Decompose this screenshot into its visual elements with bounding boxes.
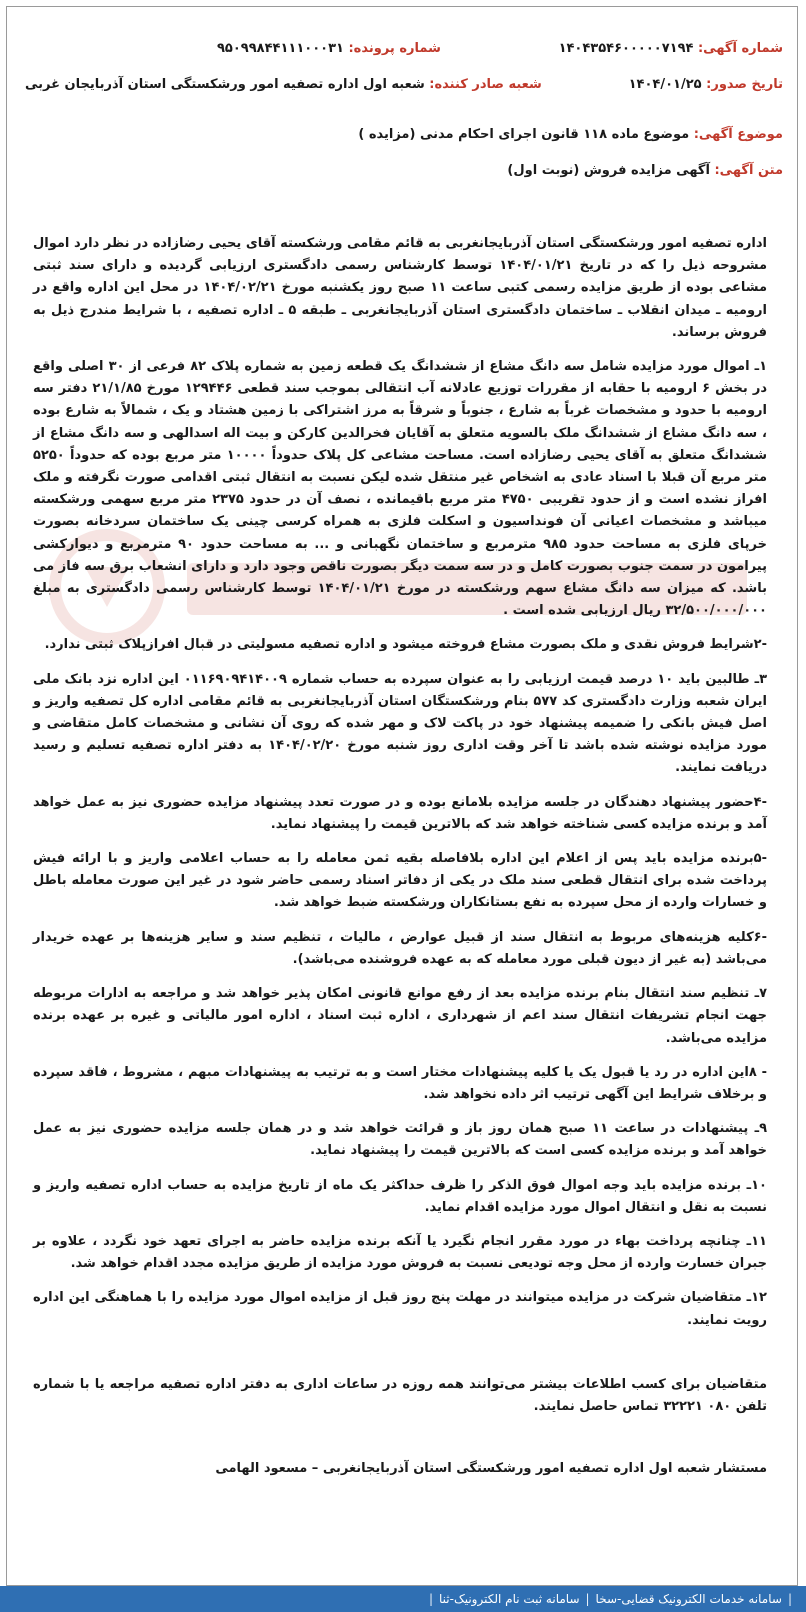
footer-link-sakha[interactable]: سامانه خدمات الکترونیک قضایی-سخا (595, 1592, 782, 1606)
footer-link-sana[interactable]: سامانه ثبت نام الکترونیک-ثنا (439, 1592, 580, 1606)
body-item-5: -۵برنده مزایده باید پس از اعلام این اداره بلافاصله بقیه ثمن معامله را به حساب اعلامی واریز و با ارائه فیش پرداخت شده برای انتقال قطعی سند ملک در یکی از دفاتر اسناد رسمی حاضر شود در غیر این صورت معامله باطل و خسارات وارده از محل سپرده به نفع بستانکاران ورشکسته ضبط خواهد شد. (33, 851, 767, 911)
body-item-11: ۱۱ـ چنانچه پرداخت بهاء در مورد مقرر انجام نگیرد یا آنکه برنده مزایده حاضر به اجرای تعهد خود نگردد ، علاوه بر جبران خسارت وارده از محل وجه تودیعی نسبت به فروش مورد مزایده از طریق مزایده مجدد اقدام خواهد شد. (33, 1233, 767, 1272)
file-number (217, 41, 441, 56)
footer-bar (0, 1586, 806, 1612)
notice-number-value: ۱۴۰۴۳۵۴۶۰۰۰۰۰۷۱۹۴ (558, 41, 694, 56)
body-item-4: -۴حضور پیشنهاد دهندگان در جلسه مزایده بلامانع بوده و در صورت تعدد پیشنهاد مزایده حضوری نیز به عمل خواهد آمد و برنده مزایده کسی شناخته خواهد شد که بالاترین قیمت را پیشنهاد نماید. (33, 794, 767, 832)
body-item-9: ۹ـ پیشنهادات در ساعت ۱۱ صبح همان روز باز و قرائت خواهد شد و در همان جلسه مزایده حضوری نیز به عمل خواهد آمد و برنده مزایده کسی است که بالاترین قیمت را پیشنهاد نماید. (33, 1121, 767, 1159)
body-item-2: -۲شرایط فروش نقدی و ملک بصورت مشاع فروخته میشود و اداره تصفیه مسولیتی در قبال افرازپلاک ثبتی ندارد. (44, 637, 767, 653)
issue-date (629, 77, 783, 92)
footer-separator: | (585, 1592, 590, 1606)
body-signature: مستشار شعبه اول اداره تصفیه امور ورشکستگی استان آذربایجانغربی – مسعود الهامی (215, 1461, 767, 1477)
notice-frame (6, 6, 798, 1586)
footer-separator: | (787, 1592, 792, 1606)
issuing-branch (25, 77, 542, 92)
body-item-10: ۱۰ـ برنده مزایده باید وجه اموال فوق الذکر را ظرف حداکثر یک ماه از تاریخ مزایده به حساب اداره تصفیه واریز و نسبت به نقل و انتقال اموال مورد مزایده اقدام نماید. (33, 1177, 767, 1215)
notice-body (33, 233, 767, 1492)
footer-separator: | (428, 1592, 434, 1606)
body-contact: متقاضیان برای کسب اطلاعات بیشتر می‌توانند همه روزه در ساعات اداری به دفتر اداره تصفیه مراجعه یا با شماره تلفن ۰۸۰ ۳۲۲۲۱ تماس حاصل نمایند. (33, 1376, 767, 1414)
notice-text-title (507, 163, 783, 178)
body-intro: اداره تصفیه امور ورشکستگی استان آذربایجانغربی به قائم مقامی ورشکسته آقای یحیی رضازاده در نظر دارد اموال مشروحه ذیل را که در تاریخ ۱۴۰۴/۰۱/۲۱ توسط کارشناس رسمی دادگستری ارزیابی گردیده و دارای سند ثبتی مشاعی بوده از طریق مزایده رسمی کتبی ساعت ۱۱ صبح روز یکشنبه مورخ ۱۴۰۴/۰۲/۲۱ در محل این اداره واقع در ارومیه ـ میدان انقلاب ـ ساختمان دادگستری استان آذربایجانغربی ـ طبقه ۵ ـ اداره تصفیه ، با شرایط مندرج ذیل به فروش برساند. (33, 236, 768, 340)
notice-number-label: شماره آگهی: (697, 41, 783, 56)
issue-date-label: تاریخ صدور: (706, 77, 783, 92)
subject-label: موضوع آگهی: (693, 127, 783, 142)
body-item-12: ۱۲ـ متقاضیان شرکت در مزایده میتوانند در مهلت پنج روز قبل از مزایده اموال مورد مزایده را با هماهنگی این اداره رویت نمایند. (33, 1290, 767, 1328)
text-title-value: آگهی مزایده فروش (نوبت اول) (507, 163, 710, 178)
body-item-1: ۱ـ اموال مورد مزایده شامل سه دانگ مشاع از ششدانگ یک قطعه زمین به شماره پلاک ۸۲ فرعی از ۳۰ اصلی واقع در بخش ۶ ارومیه با حقابه از مقررات توزیع عادلانه آب انتقالی بموجب سند قطعی ۱۲۹۴۴۶ مورخ ۲۱/۱/۸۵ دفتر سه ارومیه با حدود و مشخصات غرباً به شارع ، جنوباً و شرقاً به مرز اشتراکی با زمین هشتاد و یک ، شمالاً به شارع بوده ، سه دانگ مشاع از ششدانگ ملک بالسویه متعلق به آقایان فخرالدین کارکن و بیت اله اسدالهی و سه دانگ مشاع از ششدانگ متعلق به آقای یحیی رضازاده است. مساحت مشاعی کل پلاک حدوداً ۱۰۰۰۰ متر مربع بوده که حدوداً ۵۲۵۰ متر مربع آن قبلا با اسناد عادی به اشخاص غیر منتقل شده لیکن نسبت به انتقال ثبتی اقدامی صورت نگرفته و ملک افراز نشده است و از حدود تقریبی ۴۷۵۰ متر مربع باقیمانده ، نصف آن در حدود ۲۳۷۵ متر مربع سهمی ورشکسته میباشد و مشخصات اعیانی آن فونداسیون و اسکلت فلزی به همراه کرسی چینی یک ساختمان سردخانه بصورت خرپای فلزی به مساحت حدود ۹۸۵ مترمربع و ساختمان نگهبانی و ... به مساحت حدود ۹۰ مترمربع و دیوارکشی پیرامون در سمت جنوب بصورت کامل و در سه سمت دیگر بصورت ناقص وجود دارد و دارای انشعاب برق سه فاز می باشد. که میزان سه دانگ مشاع سهم ورشکسته در مورخ ۱۴۰۴/۰۱/۲۱ توسط کارشناس رسمی دادگستری به مبلغ ۳۲/۵۰۰/۰۰۰/۰۰۰ ریال ارزیابی شده است . (33, 359, 767, 619)
notice-subject (358, 127, 783, 142)
subject-value: موضوع ماده ۱۱۸ قانون اجرای احکام مدنی (مزایده ) (358, 127, 690, 142)
issuing-branch-value: شعبه اول اداره تصفیه امور ورشکستگی استان آذربایجان غربی (25, 77, 425, 92)
issue-date-value: ۱۴۰۴/۰۱/۲۵ (628, 77, 702, 92)
body-item-6: -۶کلیه هزینه‌های مربوط به انتقال سند از قبیل عوارض ، مالیات ، تنظیم سند و سایر هزینه‌ها بر عهده خریدار می‌باشد (به غیر از دیون قبلی مورد معامله که به عهده فروشنده می‌باشد). (33, 929, 767, 967)
body-item-8: - ۸این اداره در رد یا قبول یک یا کلیه پیشنهادات مختار است و به ترتیب به پیشنهادات مبهم ، مشروط ، فاقد سپرده و برخلاف شرایط این آگهی ترتیب اثر داده نخواهد شد. (33, 1064, 767, 1102)
issuing-branch-label: شعبه صادر کننده: (429, 77, 542, 92)
file-number-label: شماره پرونده: (348, 41, 441, 56)
text-label: متن آگهی: (714, 163, 783, 178)
file-number-value: ۹۵۰۹۹۸۴۴۱۱۱۰۰۰۳۱ (217, 41, 344, 56)
notice-number (559, 41, 783, 56)
body-item-7: ۷ـ تنظیم سند انتقال بنام برنده مزایده بعد از رفع موانع قانونی امکان پذیر خواهد شد و مراجعه به ادارات مربوطه جهت انجام تشریفات انتقال سند اعم از شهرداری ، اداره ثبت اسناد ، اداره امور مالیاتی و غیره بر عهده برنده مزایده می‌باشد. (33, 986, 767, 1046)
body-item-3: ۳ـ طالبین باید ۱۰ درصد قیمت ارزیابی را به عنوان سپرده به حساب شماره ۰۱۱۶۹۰۹۴۱۴۰۰۹ این اداره نزد بانک ملی ایران شعبه وزارت دادگستری کد ۵۷۷ بنام ورشکستگان استان آذربایجانغربی به قائم مقامی اداره کل تصفیه واریز و اصل فیش بانکی را ضمیمه پیشنهاد خود در پاکت لاک و مهر شده که روی آن نشانی و مشخصات کامل متقاضی و مورد مزایده نوشته شده باشد تا آخر وقت اداری روز شنبه مورخ ۱۴۰۴/۰۲/۲۰ به دفتر اداره تصفیه تسلیم و رسید دریافت نمایند. (33, 671, 768, 776)
